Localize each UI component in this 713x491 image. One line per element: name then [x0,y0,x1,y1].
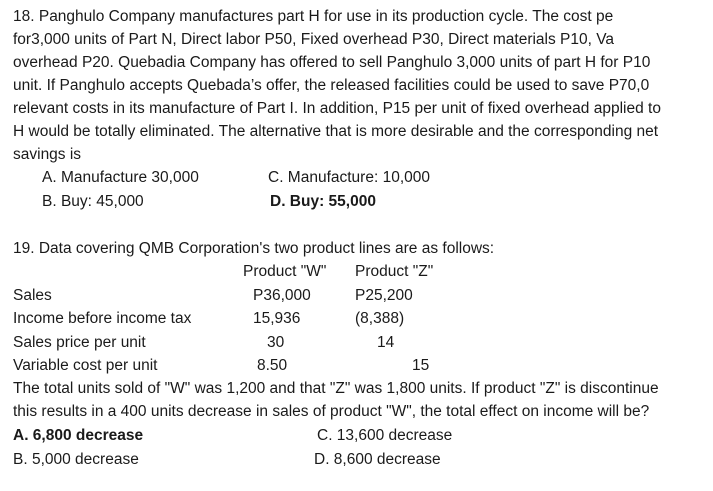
row-label: Sales price per unit [13,334,146,351]
row-label: Sales [13,287,52,304]
row-value-w: 8.50 [257,357,288,374]
row-value-z: 14 [377,334,395,351]
q18-choice-d-selected: D. Buy: 55,000 [270,193,376,210]
q18-choice-b: B. Buy: 45,000 [42,193,144,210]
row-value-z: 15 [412,357,430,374]
q18-text-line: unit. If Panghulo accepts Quebada’s offer, the released facilities could be used to save P70,0 [13,77,650,94]
q19-choice-b: B. 5,000 decrease [13,451,139,468]
q19-choice-d: D. 8,600 decrease [314,451,441,468]
q18-text-line: savings is [13,146,82,163]
row-label: Variable cost per unit [13,357,158,374]
q19-question-line: The total units sold of "W" was 1,200 and that "Z" was 1,800 units. If product "Z" is discontinue [13,380,659,397]
q18-text-line: H would be totally eliminated. The alternative that is more desirable and the corresponding net [13,123,659,140]
q19-question-line: this results in a 400 units decrease in sales of product "W", the total effect on income will be? [13,403,650,420]
row-label: Income before income tax [13,310,192,327]
row-value-w: 30 [267,334,285,351]
q18-text-line: relevant costs in its manufacture of Part I. In addition, P15 per unit of fixed overhead applied to [13,100,661,117]
q18-text-line: for3,000 units of Part N, Direct labor P50, Fixed overhead P30, Direct materials P10, Va [13,31,615,48]
q19-choice-c: C. 13,600 decrease [317,427,453,444]
q18-choice-c: C. Manufacture: 10,000 [268,169,430,186]
row-value-w: P36,000 [253,287,311,304]
q18-choice-a: A. Manufacture 30,000 [42,169,199,186]
row-value-w: 15,936 [253,310,301,327]
row-value-z: P25,200 [355,287,413,304]
q19-header-product-w: Product "W" [243,263,327,280]
q19-choice-a-selected: A. 6,800 decrease [13,427,144,444]
q19-intro: 19. Data covering QMB Corporation's two product lines are as follows: [13,240,495,257]
q18-text-line: overhead P20. Quebadia Company has offered to sell Panghulo 3,000 units of part H for P10 [13,54,651,71]
q19-header-product-z: Product "Z" [355,263,434,280]
row-value-z: (8,388) [355,310,405,327]
q18-text-line: 18. Panghulo Company manufactures part H for use in its production cycle. The cost pe [13,8,614,25]
